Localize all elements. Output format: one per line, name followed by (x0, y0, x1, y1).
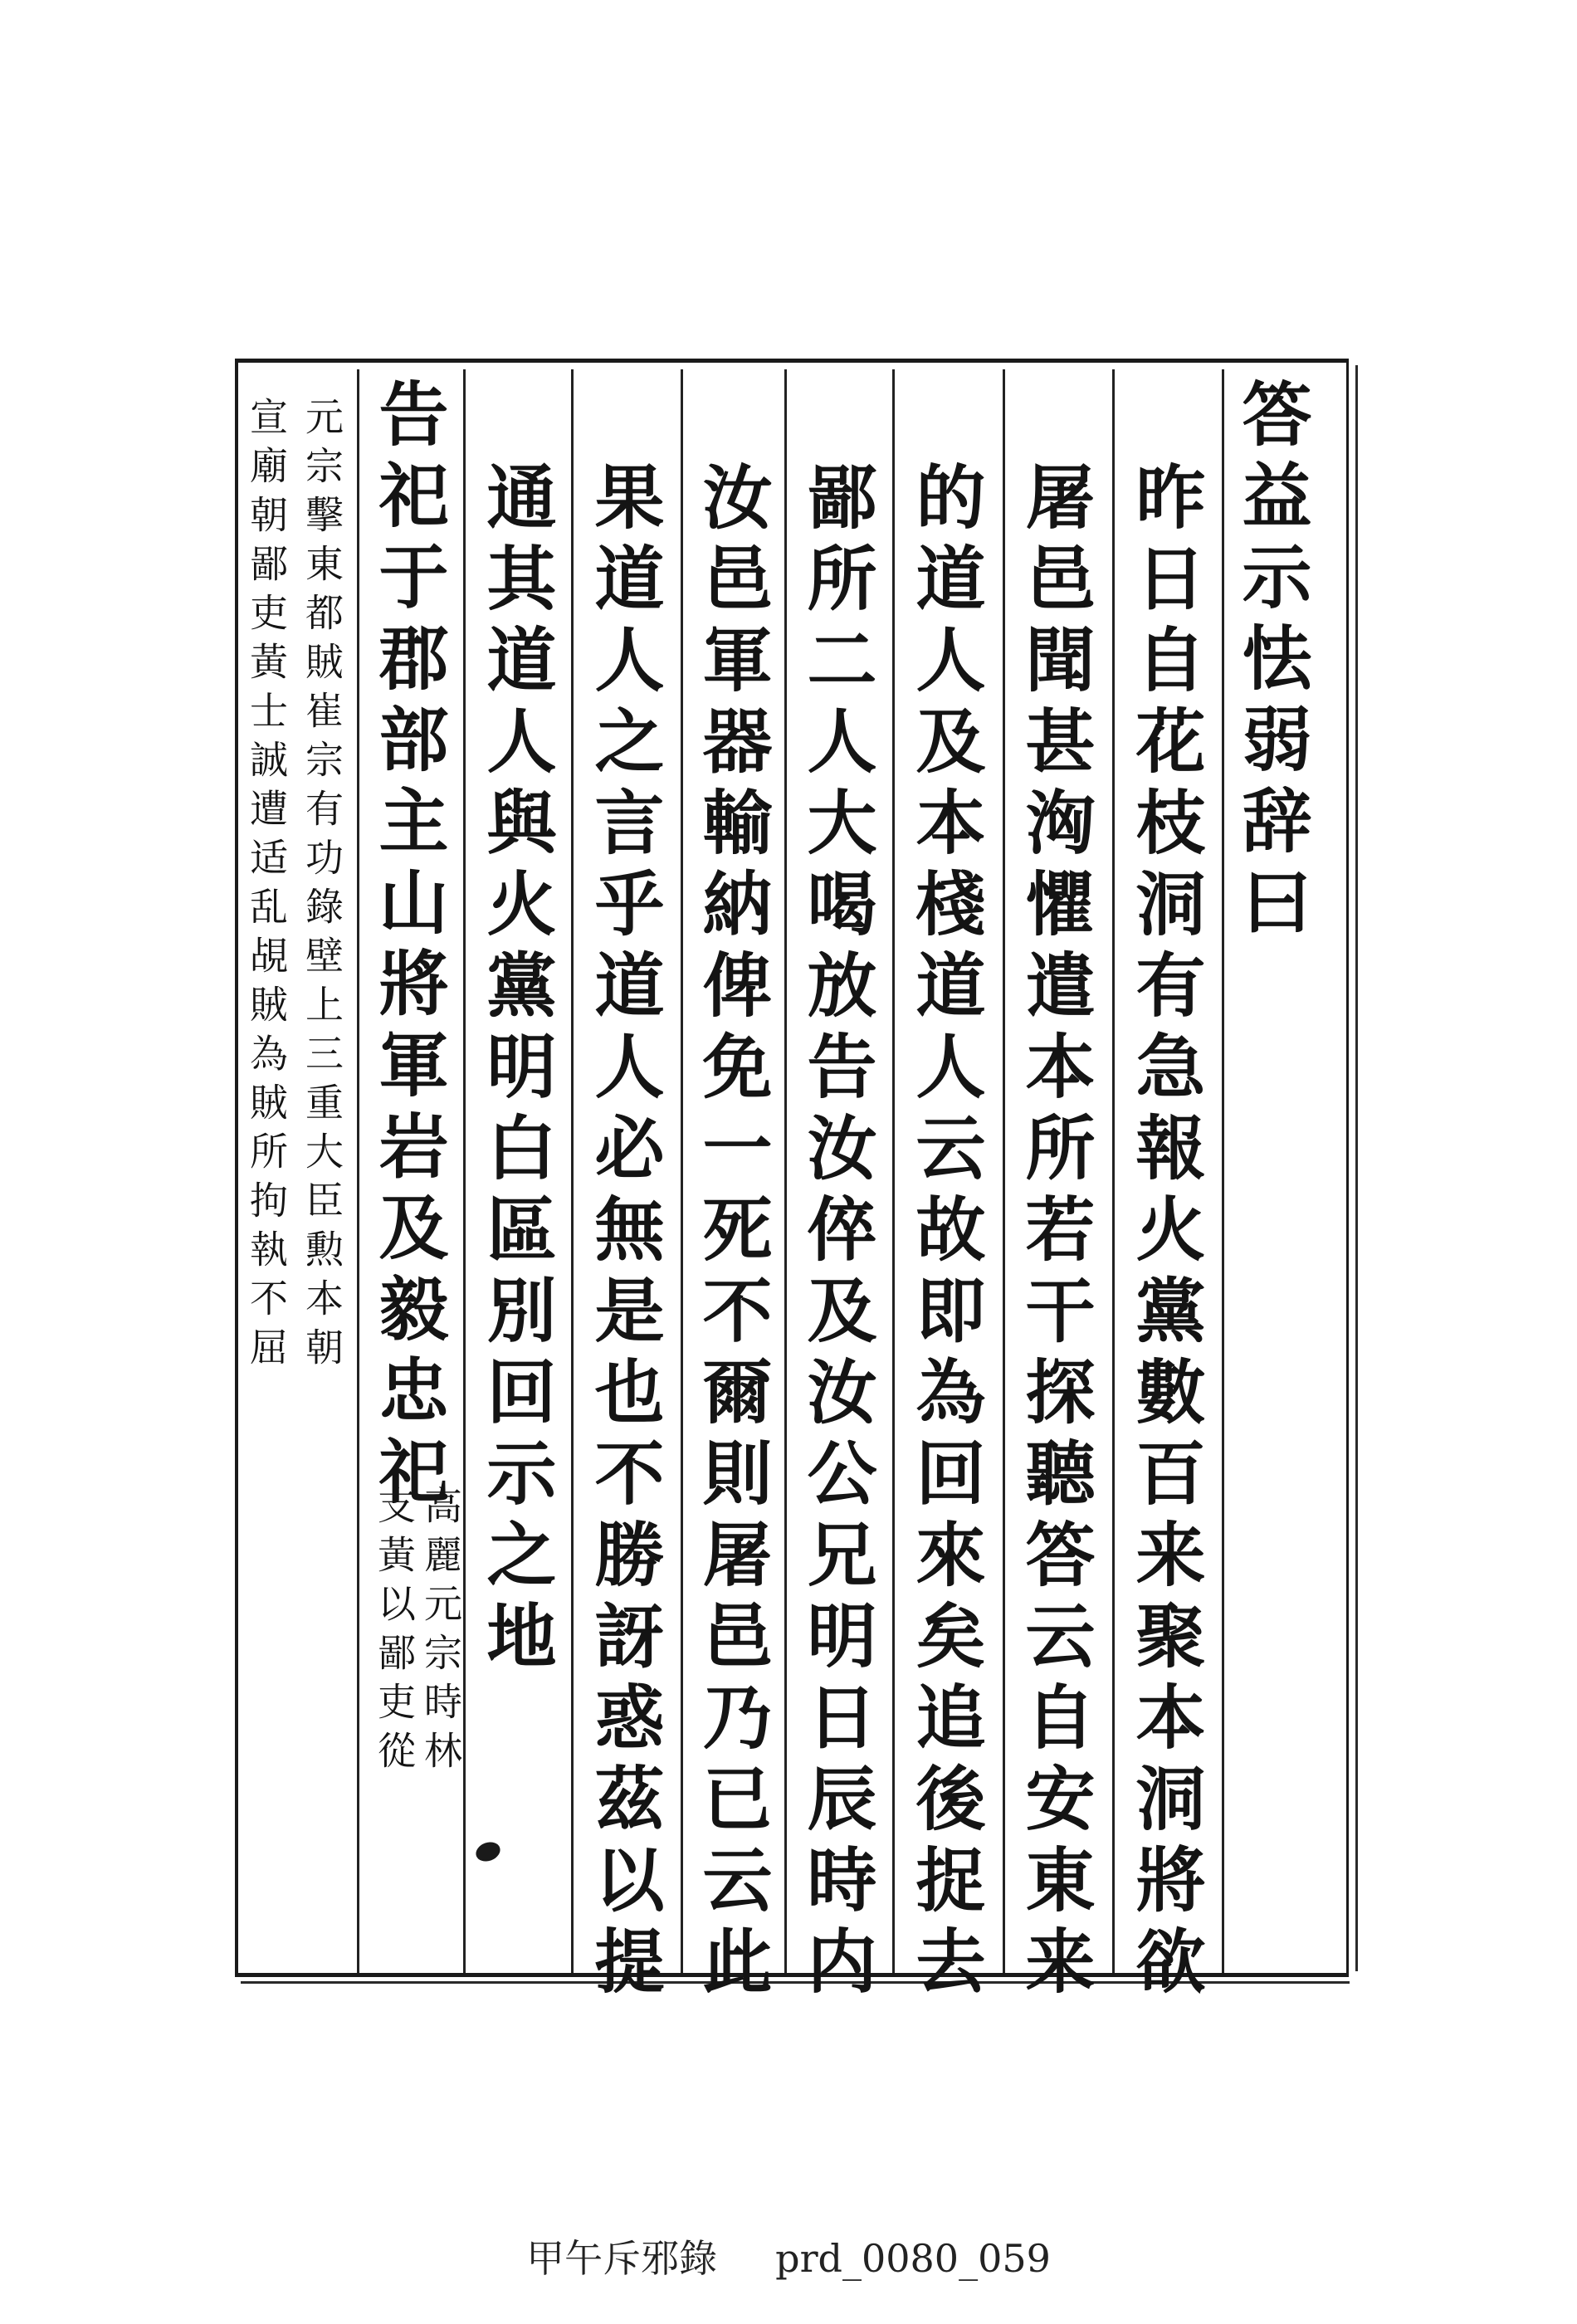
annotation-column-a: 高麗元宗時林 (418, 1486, 463, 1780)
column-rule (1222, 369, 1224, 1973)
column-rule (784, 369, 787, 1973)
text-column-3: 屠邑聞甚洶懼遣本所若干探聽答云自安東来 (1014, 461, 1096, 2006)
page-footer (0, 2229, 1577, 2283)
annotation-column-b: 支黃以鄙吏從 (372, 1486, 417, 1780)
page-code: prd_0080_059 (775, 2236, 1051, 2281)
text-column-2: 昨日自花枝洞有急報火黨數百来聚本洞將欲 (1125, 461, 1207, 2006)
note-column-a: 元宗擊東都賊崔宗有功錄壁上三重大臣勲本朝 (300, 397, 344, 1376)
text-column-4: 的道人及本棧道人云故即為回來矣追後捉去 (905, 461, 987, 2006)
text-column-9: 告祀于郡部主山將軍岩及毅忠祀 (368, 378, 450, 1516)
frame-outer-rule (1355, 365, 1358, 1971)
book-title: 甲午斥邪錄 (526, 2236, 718, 2281)
text-column-8: 通其道人與火黨明白區別回示之地 (476, 461, 558, 1681)
column-rule (357, 369, 359, 1973)
text-column-1: 答益示怯弱辞曰 (1231, 378, 1313, 947)
column-rule (1112, 369, 1115, 1973)
column-rule (571, 369, 574, 1973)
column-rule (1003, 369, 1005, 1973)
column-rule (681, 369, 683, 1973)
text-column-7: 果道人之言乎道人必無是也不勝訝惑茲以提 (583, 461, 666, 2006)
note-column-b: 宣廟朝鄙吏黃士誠遭适乱覘賊為賊所拘執不屈 (244, 397, 289, 1376)
text-column-5: 鄙所二人大喝放告汝倅及汝公兄明日辰時内 (796, 461, 878, 2006)
column-rule (463, 369, 466, 1973)
column-rule (892, 369, 895, 1973)
text-column-6: 汝邑軍器輸納俾免一死不爾則屠邑乃已云此 (691, 461, 774, 2006)
